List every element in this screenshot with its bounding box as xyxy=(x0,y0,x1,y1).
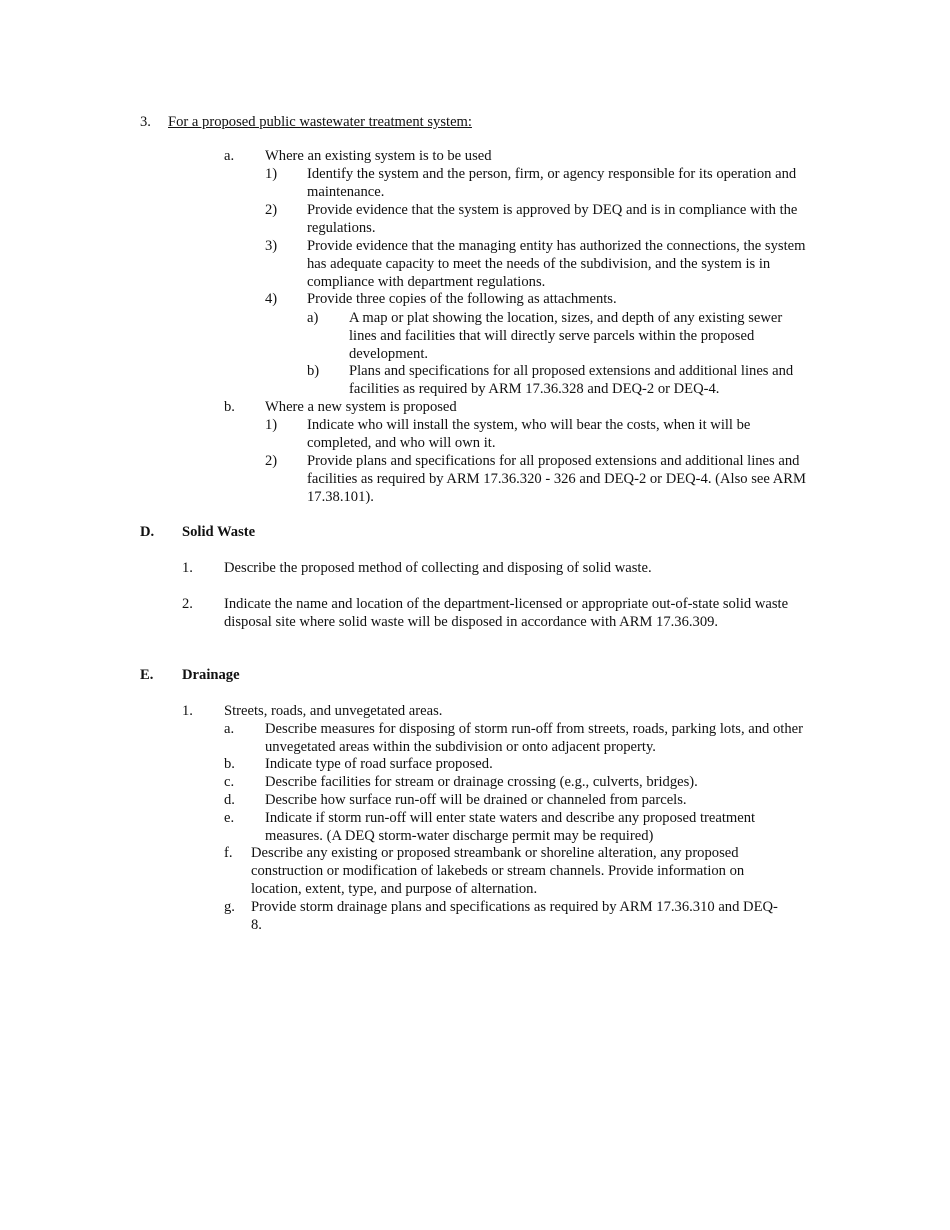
list-marker: e. xyxy=(224,810,235,826)
list-item: Describe measures for disposing of storm run-off from streets, roads, parking lots, and other unvegetated areas within the subdivision or onto adjacent property. xyxy=(265,721,803,755)
list-marker: d. xyxy=(224,792,235,808)
list-item: Describe how surface run-off will be drained or channeled from parcels. xyxy=(265,792,687,808)
list-item: Indicate the name and location of the department-licensed or appropriate out-of-state solid waste disposal site where solid waste will be disposed in accordance with ARM 17.36.309. xyxy=(224,596,789,630)
list-item-title: Where an existing system is to be used xyxy=(265,148,492,164)
list-marker: 2. xyxy=(182,596,193,612)
list-marker: b. xyxy=(224,399,235,415)
list-item: Provide evidence that the managing entity has authorized the connections, the system has adequate capacity to meet the needs of the subdivision, and the system is in compliance with department regulations. xyxy=(307,238,806,290)
list-item: Describe facilities for stream or drainage crossing (e.g., culverts, bridges). xyxy=(265,774,698,790)
list-marker: 1. xyxy=(182,703,193,719)
list-marker: 1. xyxy=(182,560,193,576)
list-marker: a. xyxy=(224,721,235,737)
list-marker: 4) xyxy=(265,291,278,307)
section-number: 3. xyxy=(140,114,151,130)
list-item: A map or plat showing the location, sizes, and depth of any existing sewer lines and facilities that will directly serve parcels within the proposed development. xyxy=(349,310,783,362)
list-marker: b) xyxy=(307,363,320,379)
list-item: Provide evidence that the system is approved by DEQ and is in compliance with the regulations. xyxy=(307,202,798,236)
list-item-title: Where a new system is proposed xyxy=(265,399,457,415)
section-title: Solid Waste xyxy=(182,524,256,540)
list-item: Plans and specifications for all proposed extensions and additional lines and facilities as required by ARM 17.36.328 and DEQ-2 or DEQ-4. xyxy=(349,363,794,397)
list-marker: 2) xyxy=(265,453,278,469)
list-item: Describe any existing or proposed streambank or shoreline alteration, any proposed construction or modification of lakebeds or stream channels. Provide information on location, extent, type, and purpose of alternation. xyxy=(251,845,745,897)
list-item: Provide three copies of the following as attachments. xyxy=(307,291,617,307)
list-marker: 1) xyxy=(265,166,278,182)
list-marker: g. xyxy=(224,899,235,915)
list-item: Provide storm drainage plans and specifications as required by ARM 17.36.310 and DEQ-8. xyxy=(251,899,778,933)
section-letter: D. xyxy=(140,524,155,540)
list-marker: c. xyxy=(224,774,235,790)
list-marker: b. xyxy=(224,756,235,772)
list-marker: f. xyxy=(224,845,233,861)
section-heading: For a proposed public wastewater treatment system: xyxy=(168,114,472,130)
list-item: Describe the proposed method of collecting and disposing of solid waste. xyxy=(224,560,652,576)
list-marker: 1) xyxy=(265,417,278,433)
list-marker: 2) xyxy=(265,202,278,218)
list-item: Indicate if storm run-off will enter state waters and describe any proposed treatment measures. (A DEQ storm-water discharge permit may be required) xyxy=(265,810,756,844)
section-title: Drainage xyxy=(182,667,240,683)
list-item: Identify the system and the person, firm, or agency responsible for its operation and maintenance. xyxy=(307,166,797,200)
list-marker: a) xyxy=(307,310,319,326)
section-letter: E. xyxy=(140,667,154,683)
list-item: Streets, roads, and unvegetated areas. xyxy=(224,703,443,719)
list-item: Indicate who will install the system, who will bear the costs, when it will be completed, and who will own it. xyxy=(307,417,751,451)
list-marker: 3) xyxy=(265,238,278,254)
list-item: Provide plans and specifications for all proposed extensions and additional lines and facilities as required by ARM 17.36.320 - 326 and DEQ-2 or DEQ-4. (Also see ARM 17.38.101). xyxy=(307,453,806,505)
list-marker: a. xyxy=(224,148,235,164)
list-item: Indicate type of road surface proposed. xyxy=(265,756,493,772)
